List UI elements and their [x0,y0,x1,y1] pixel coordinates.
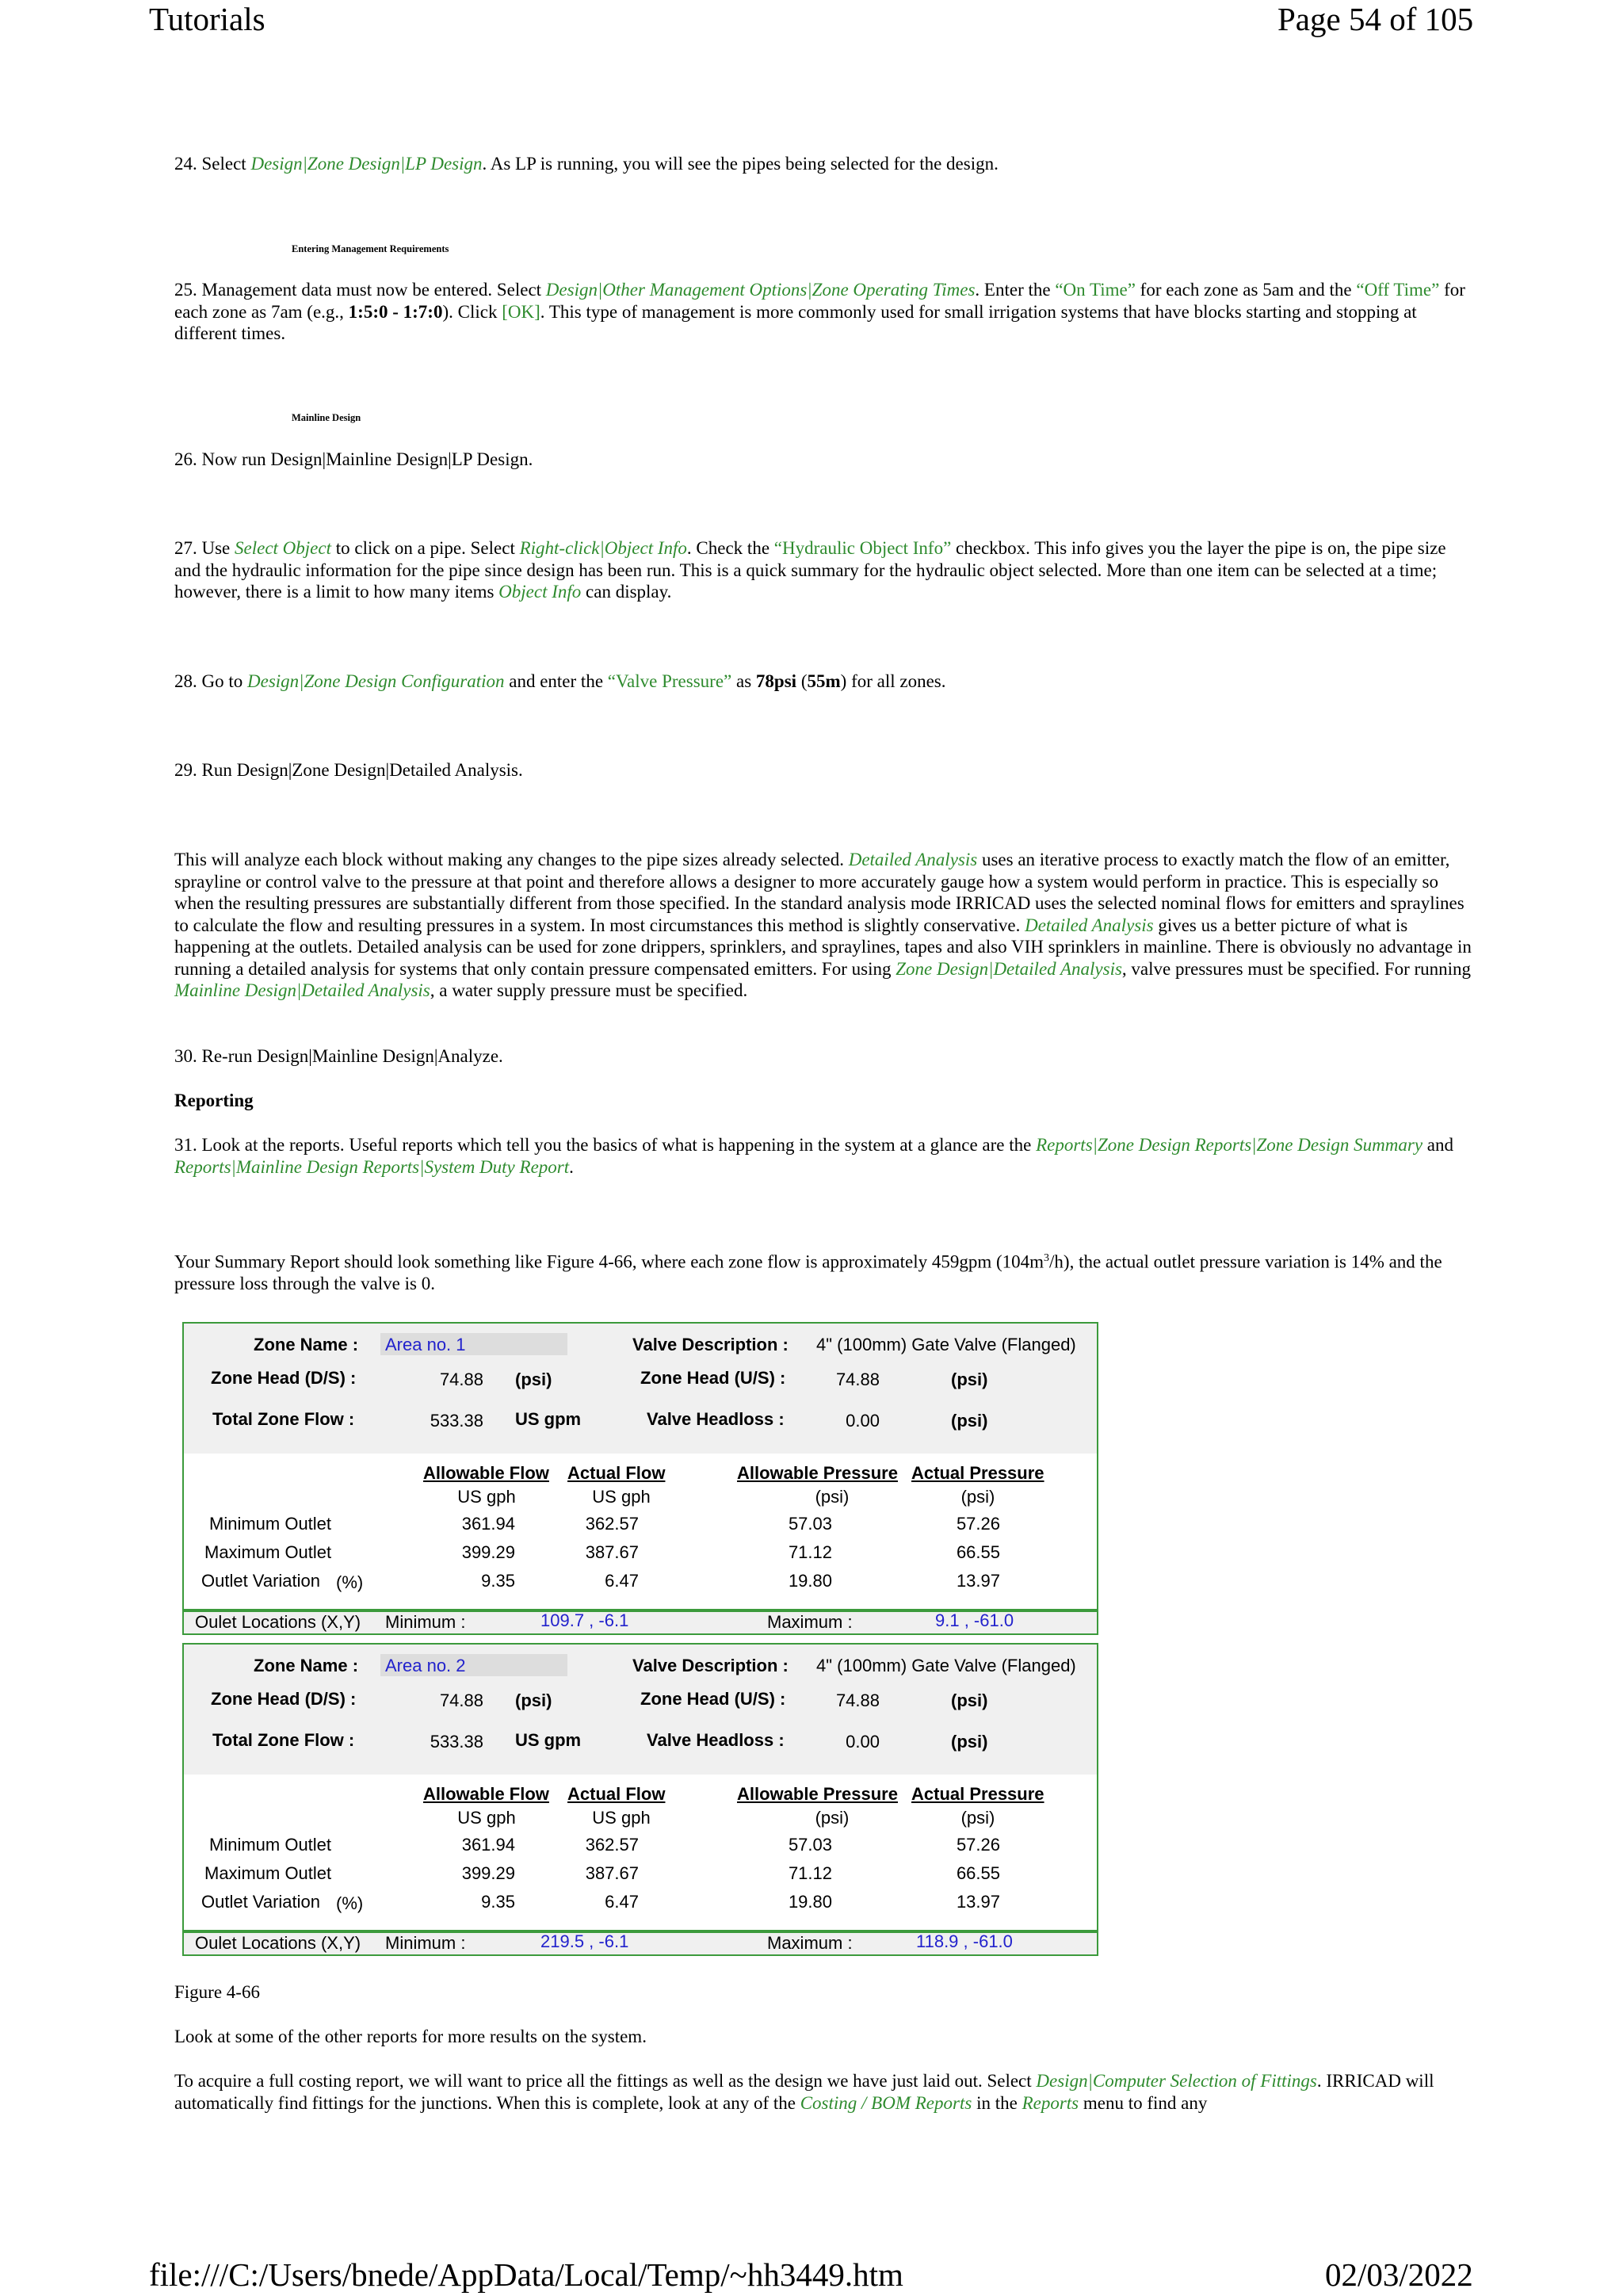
step-29: 29. Run Design|Zone Design|Detailed Analysis. [174,760,523,780]
menu-link[interactable]: Zone Design|Detailed Analysis [896,958,1122,979]
ok-button-ref[interactable]: [OK] [502,301,540,322]
psi-unit: (psi) [515,1690,552,1710]
zone-name-value: Area no. 1 [385,1335,466,1354]
col-allowable-flow: Allowable Flow [423,1784,549,1804]
menu-link[interactable]: Reports|Mainline Design Reports|System Duty Report [174,1156,570,1177]
unit-label: US gph [457,1808,516,1828]
zone-name-label: Zone Name : [254,1656,359,1675]
total-flow-label: Total Zone Flow : [212,1409,355,1429]
valve-description-label: Valve Description : [632,1656,789,1675]
footer-path: file:///C:/Users/bnede/AppData/Local/Temp/~hh3449.htm [149,2256,903,2293]
step-30: 30. Re-run Design|Mainline Design|Analyze. [174,1046,503,1066]
unit-label: (psi) [960,1487,995,1507]
unit-label: US gph [592,1487,651,1507]
minimum-location: 109.7 , -6.1 [540,1610,629,1630]
menu-link[interactable]: Costing / BOM Reports [800,2092,972,2113]
menu-link[interactable]: Detailed Analysis [1025,915,1154,935]
total-flow-value: 533.38 [430,1732,483,1752]
unit-label: US gph [457,1487,516,1507]
step-27: 27. Use Select Object to click on a pipe. Select Right-click|Object Info. Check the “Hydraulic Object Info” checkbox. This info gives you the layer the pipe is on, the pipe size and the hydraulic information for the pipe since design has been run. This is a quick summary for the hydraulic object selected. More than one item can be selected at a time; however, there is a limit to how many items Object Info can display. [174,538,1446,602]
col-actual-flow: Actual Flow [567,1784,666,1804]
zone-head-ds-label: Zone Head (D/S) : [211,1689,357,1709]
cell: 362.57 [585,1835,639,1855]
menu-link[interactable]: Object Info [498,582,582,602]
maximum-location: 9.1 , -61.0 [935,1610,1014,1630]
valve-headloss-label: Valve Headloss : [647,1409,785,1429]
footer-date: 02/03/2022 [1325,2256,1473,2293]
cell: 6.47 [605,1571,639,1591]
menu-link[interactable]: Design|Computer Selection of Fittings [1036,2071,1317,2091]
zone-head-ds-value: 74.88 [439,1370,483,1389]
zone-head-us-label: Zone Head (U/S) : [640,1368,786,1388]
zone-name-value: Area no. 2 [385,1656,466,1675]
col-actual-flow: Actual Flow [567,1463,666,1483]
gpm-unit: US gpm [515,1409,582,1429]
outlet-locations-label: Oulet Locations (X,Y) [195,1933,361,1953]
page-number: Page 54 of 105 [1277,1,1474,37]
figure-caption: Figure 4-66 [174,1982,260,2002]
cell: 57.03 [788,1514,832,1534]
col-allowable-pressure: Allowable Pressure [737,1463,898,1483]
step-28: 28. Go to Design|Zone Design Configuration and enter the “Valve Pressure” as 78psi (55m) for all zones. [174,671,946,691]
menu-link[interactable]: Reports [1022,2092,1079,2113]
col-allowable-flow: Allowable Flow [423,1463,549,1483]
menu-link[interactable]: Reports|Zone Design Reports|Zone Design Summary [1036,1135,1423,1155]
cell: 57.26 [956,1835,1000,1855]
zone-head-us-value: 74.88 [835,1690,880,1710]
cell: 361.94 [461,1514,515,1534]
valve-headloss-value: 0.00 [846,1732,880,1752]
other-reports-paragraph: Look at some of the other reports for more results on the system. [174,2027,647,2046]
summary-paragraph: Your Summary Report should look something like Figure 4-66, where each zone flow is approximately 459gpm $(104m^3/h)$, the actual outlet pressure variation is 14% and the pressure loss through the valve is 0. [174,1251,1442,1294]
valve-headloss-label: Valve Headloss : [647,1730,785,1750]
row-outlet-variation: Outlet Variation [201,1571,321,1591]
cell: 399.29 [461,1542,515,1562]
costing-paragraph: To acquire a full costing report, we will want to price all the fittings as well as the design we have just laid out. Select Design|Computer Selection of Fittings. IRRICAD will automatically find fittings for the junctions. When this is complete, look at any of the Costing / BOM Reports in the Reports menu to find any [174,2071,1434,2113]
cell: 19.80 [788,1892,832,1912]
step-26: 26. Now run Design|Mainline Design|LP Design. [174,449,533,469]
psi-unit: (psi) [951,1732,988,1752]
cell: 9.35 [481,1892,515,1912]
unit-label: (psi) [815,1487,850,1507]
psi-unit: (psi) [515,1370,552,1389]
cell: 66.55 [956,1542,1000,1562]
unit-label: US gph [592,1808,651,1828]
percent-unit: (%) [336,1893,364,1913]
outlet-locations-label: Oulet Locations (X,Y) [195,1612,361,1632]
valve-headloss-value: 0.00 [846,1411,880,1431]
zone-head-us-value: 74.88 [835,1370,880,1389]
menu-link[interactable]: Design|Other Management Options|Zone Operating Times [545,280,976,300]
subheading-mainline: Mainline Design [292,412,361,423]
menu-link[interactable]: Mainline Design|Detailed Analysis [174,980,430,1000]
percent-unit: (%) [336,1572,364,1592]
menu-link[interactable]: Right-click|Object Info [519,538,687,558]
unit-label: (psi) [815,1808,850,1828]
psi-unit: (psi) [951,1411,988,1431]
cell: 19.80 [788,1571,832,1591]
zone-head-us-label: Zone Head (U/S) : [640,1689,786,1709]
menu-link[interactable]: Detailed Analysis [848,850,978,869]
psi-unit: (psi) [951,1370,988,1389]
maximum-label: Maximum : [767,1612,853,1632]
cell: 361.94 [461,1835,515,1855]
valve-description-label: Valve Description : [632,1335,789,1354]
gpm-unit: US gpm [515,1730,582,1750]
col-allowable-pressure: Allowable Pressure [737,1784,898,1804]
cell: 362.57 [585,1514,639,1534]
zone-report-1 [182,1322,1098,1635]
menu-link[interactable]: Design|Zone Design Configuration [247,671,505,691]
zone-head-ds-value: 74.88 [439,1690,483,1710]
maximum-label: Maximum : [767,1933,853,1953]
minimum-label: Minimum : [385,1612,466,1632]
cell: 6.47 [605,1892,639,1912]
minimum-location: 219.5 , -6.1 [540,1931,629,1951]
row-minimum-outlet: Minimum Outlet [209,1514,332,1534]
row-maximum-outlet: Maximum Outlet [204,1863,332,1883]
cell: 9.35 [481,1571,515,1591]
zone-head-ds-label: Zone Head (D/S) : [211,1368,357,1388]
cell: 399.29 [461,1863,515,1883]
cell: 71.12 [788,1863,832,1883]
cell: 57.03 [788,1835,832,1855]
total-flow-label: Total Zone Flow : [212,1730,355,1750]
row-outlet-variation: Outlet Variation [201,1892,321,1912]
cell: 13.97 [956,1892,1000,1912]
psi-unit: (psi) [951,1690,988,1710]
step-24: 24. Select Design|Zone Design|LP Design. As LP is running, you will see the pipes being selected for the design. [174,154,999,174]
menu-link[interactable]: Select Object [235,538,331,558]
total-flow-value: 533.38 [430,1411,483,1431]
col-actual-pressure: Actual Pressure [911,1784,1044,1804]
menu-link[interactable]: Design|Zone Design|LP Design [250,154,483,174]
heading-reporting: Reporting [174,1091,254,1110]
valve-description-value: 4" (100mm) Gate Valve (Flanged) [816,1335,1076,1354]
minimum-label: Minimum : [385,1933,466,1953]
valve-description-value: 4" (100mm) Gate Valve (Flanged) [816,1656,1076,1675]
header-title: Tutorials [149,1,265,37]
cell: 387.67 [585,1542,639,1562]
maximum-location: 118.9 , -61.0 [916,1931,1013,1951]
cell: 57.26 [956,1514,1000,1534]
row-maximum-outlet: Maximum Outlet [204,1542,332,1562]
cell: 71.12 [788,1542,832,1562]
cell: 387.67 [585,1863,639,1883]
zone-report-2 [182,1643,1098,1956]
row-minimum-outlet: Minimum Outlet [209,1835,332,1855]
zone-name-label: Zone Name : [254,1335,359,1354]
unit-label: (psi) [960,1808,995,1828]
cell: 66.55 [956,1863,1000,1883]
analysis-paragraph: This will analyze each block without making any changes to the pipe sizes already selected. Detailed Analysis uses an iterative process to exactly match the flow of an emitter, sprayline or control valve to the pressure at that point and therefore allows a designer to more accurately gauge how a system would perform in practice. This is especially so when the resulting pressures are substantially different from those specified. In the standard analysis mode IRRICAD uses the selected nominal flows for emitters and spraylines to calculate the flow and resulting pressures in a system. In most circumstances this method is slightly conservative. Detailed Analysis gives us a better picture of what is happening at the outlets. Detailed analysis can be used for zone drippers, sprinklers, and spraylines, tapes and also VIH sprinklers in mainline. There is obviously no advantage in running a detailed analysis for systems that only contain pressure compensated emitters. For using Zone Design|Detailed Analysis, valve pressures must be specified. For running Mainline Design|Detailed Analysis, a water supply pressure must be specified. [174,850,1472,1000]
col-actual-pressure: Actual Pressure [911,1463,1044,1483]
subheading-management: Entering Management Requirements [292,243,449,254]
step-31: 31. Look at the reports. Useful reports which tell you the basics of what is happening in the system at a glance are the Reports|Zone Design Reports|Zone Design Summary and Reports|Mainline Design Reports|System Duty Report. [174,1135,1454,1177]
step-25: 25. Management data must now be entered. Select Design|Other Management Options|Zone Operating Times. Enter the “On Time” for each zone as 5am and the “Off Time” for each zone as 7am (e.g., 1:5:0 - 1:7:0). Click [OK]. This type of management is more commonly used for small irrigation systems that have blocks starting and stopping at different times. [174,280,1465,343]
cell: 13.97 [956,1571,1000,1591]
